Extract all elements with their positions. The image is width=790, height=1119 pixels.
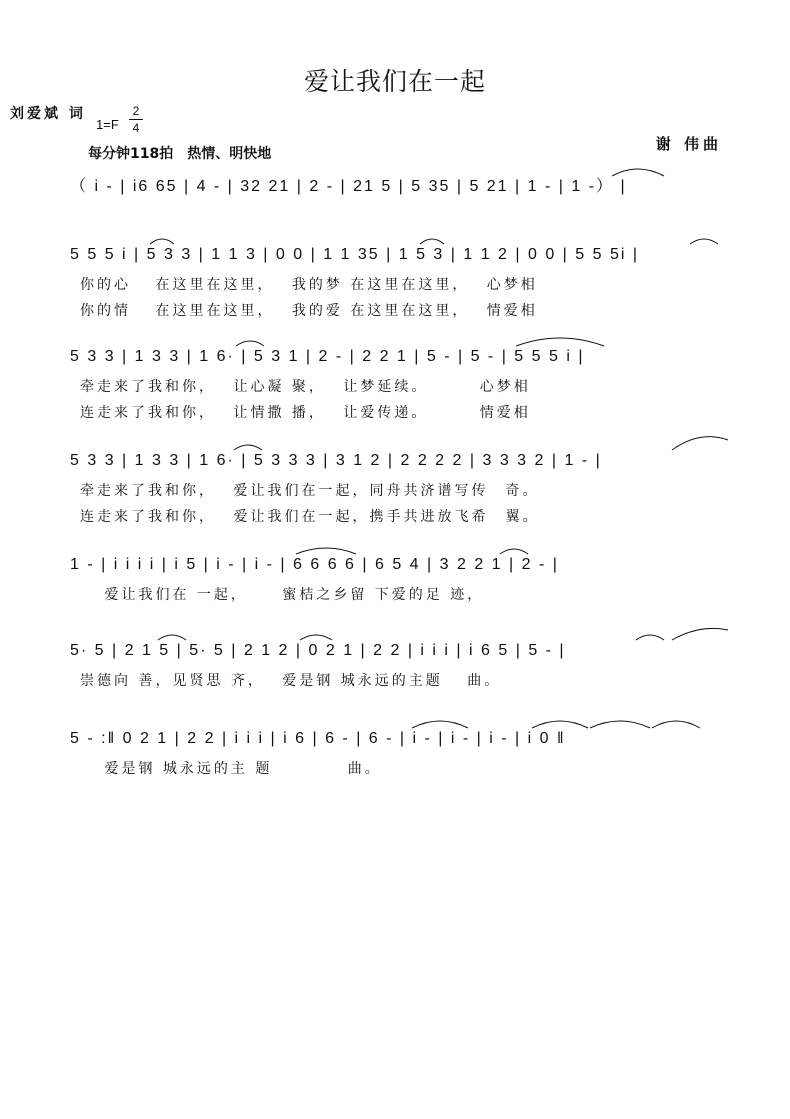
song-title: 爱让我们在一起 [303,67,486,96]
tempo-marking: 每分钟118拍 热情、明快地 [88,146,272,162]
lyrics-verse-1: 爱是钢 城永远的主 题 曲。 [80,761,382,777]
composer-credit: 谢 伟曲 [655,135,722,153]
lyrics-verse-1: 你的心 在这里在这里， 我的梦 在这里在这里， 心梦相 [80,277,538,293]
notation-line: 5 3 3 | 1 3 3 | 1 6· | 5 3 3 3 | 3 1 2 | 2 2 2 2 | 3 3 3 2 | 1 - | [70,452,602,469]
lyrics-verse-1: 爱让我们在 一起， 蜜桔之乡留 下爱的足 迹， [80,587,485,603]
lyrics-verse-1: 牵走来了我和你， 让心凝 聚， 让梦延续。 心梦相 [80,379,531,395]
notation-line: 5· 5 | 2 1 5 | 5· 5 | 2 1 2 | 0 2 1 | 2 2 | i i i | i 6 5 | 5 - | [70,642,566,659]
lyrics-verse-1: 崇德向 善，见贤思 齐， 爱是钢 城永远的主题 曲。 [80,673,502,689]
notation-line: 1 - | i i i i | i 5 | i - | i - | 6 6 6 6 | 6 5 4 | 3 2 2 1 | 2 - | [70,556,559,573]
notation-line: 5 - :‖ 0 2 1 | 2 2 | i i i | i 6 | 6 - | 6 - | i - | i - | i - | i 0 ‖ [70,730,566,747]
time-signature-bottom: 4 [132,121,140,135]
notation-line: 5 3 3 | 1 3 3 | 1 6· | 5 3 1 | 2 - | 2 2 1 | 5 - | 5 - | 5 5 5 i | [70,348,585,365]
time-signature-top: 2 [132,104,140,118]
lyrics-verse-2: 连走来了我和你， 让情撒 播， 让爱传递。 情爱相 [80,405,531,421]
notation-line: （ i - | i6 65 | 4 - | 32 21 | 2 - | 21 5 | 5 35 | 5 21 | 1 - | 1 -） | [70,178,627,195]
key-signature: 1=F [96,117,119,132]
lyrics-verse-1: 牵走来了我和你， 爱让我们在一起，同舟共济谱写传 奇。 [80,483,540,499]
lyrics-verse-2: 你的情 在这里在这里， 我的爱 在这里在这里， 情爱相 [80,303,538,319]
notation-line: 5 5 5 i | 5 3 3 | 1 1 3 | 0 0 | 1 1 35 | 1 5 3 | 1 1 2 | 0 0 | 5 5 5i | [70,246,640,263]
lyrics-verse-2: 连走来了我和你， 爱让我们在一起，携手共进放飞希 翼。 [80,509,540,525]
lyricist-credit: 刘爱斌 词 [10,106,86,122]
